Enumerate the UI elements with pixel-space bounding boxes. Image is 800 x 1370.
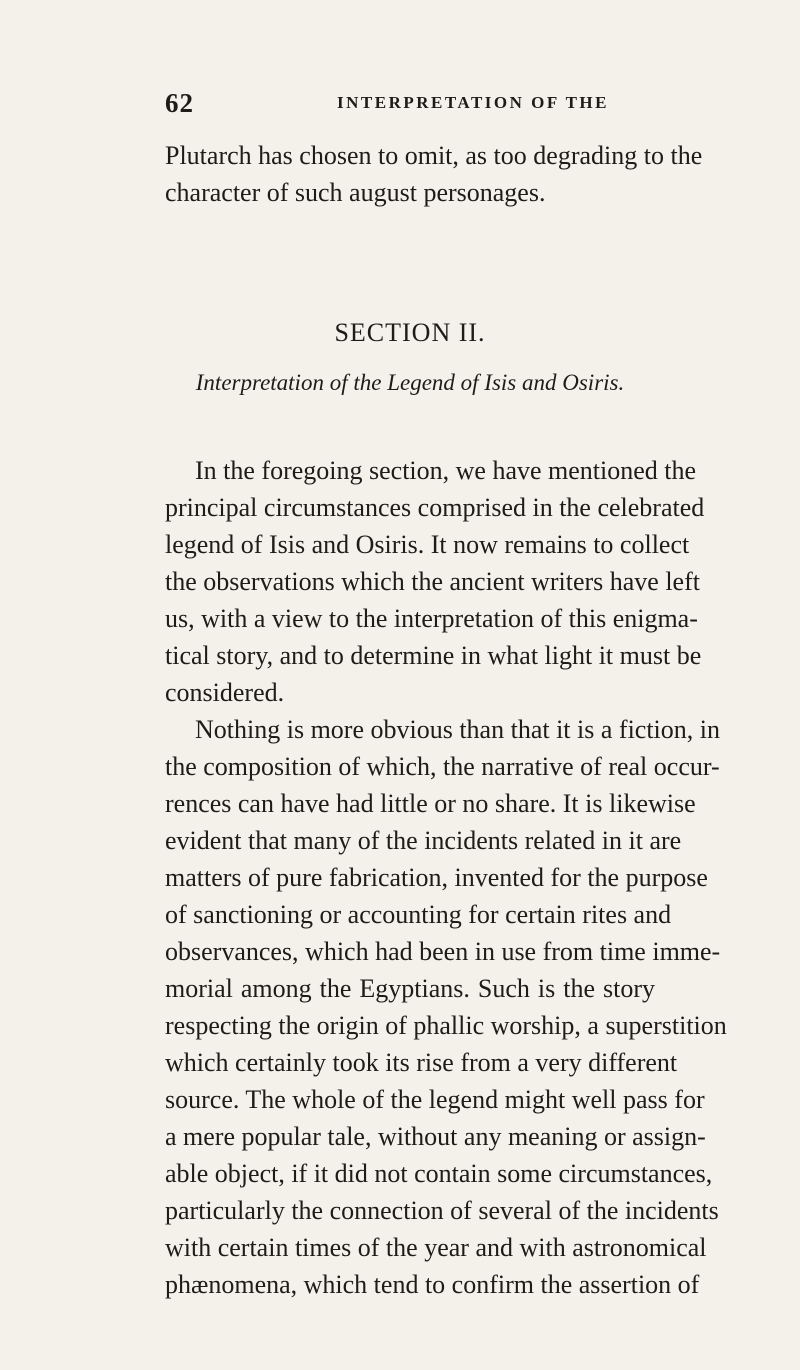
text-line: observances, which had been in use from time imme-: [165, 937, 721, 966]
body-text: [165, 452, 727, 1303]
text-line: particularly the connection of several of the incidents: [165, 1196, 719, 1225]
text-line: Plutarch has chosen to omit, as too degrading to the: [165, 141, 703, 170]
text-line: of sanctioning or accounting for certain rites and: [165, 900, 672, 929]
paragraph-2: [165, 711, 727, 1303]
paragraph-1: [165, 452, 705, 711]
text-line: morial among the Egyptians. Such is the story: [165, 974, 655, 1003]
section-subtitle: Interpretation of the Legend of Isis and Osiris.: [195, 370, 625, 395]
text-line: a mere popular tale, without any meaning or assign-: [165, 1122, 706, 1151]
section-heading: SECTION II.: [334, 318, 486, 347]
text-line: legend of Isis and Osiris. It now remains to collect: [165, 530, 690, 559]
running-head: [165, 88, 635, 118]
text-line: source. The whole of the legend might well pass for: [165, 1085, 705, 1114]
page-number: 62: [165, 88, 194, 118]
text-line: considered.: [165, 678, 285, 707]
text-line: Nothing is more obvious than that it is a fiction, in: [195, 715, 721, 744]
running-title: INTERPRETATION OF THE: [337, 93, 609, 112]
text-line: able object, if it did not contain some circumstances,: [165, 1159, 713, 1188]
text-line: respecting the origin of phallic worship, a superstition: [165, 1011, 727, 1040]
text-line: In the foregoing section, we have mentioned the: [195, 456, 697, 485]
text-line: tical story, and to determine in what light it must be: [165, 641, 702, 670]
text-line: the observations which the ancient writers have left: [165, 567, 700, 596]
text-line: matters of pure fabrication, invented for the purpose: [165, 863, 708, 892]
text-line: phænomena, which tend to confirm the assertion of: [165, 1270, 700, 1299]
text-line: evident that many of the incidents related in it are: [165, 826, 682, 855]
text-line: the composition of which, the narrative of real occur-: [165, 752, 720, 781]
text-line: rences can have had little or no share. It is likewise: [165, 789, 696, 818]
text-line: which certainly took its rise from a very different: [165, 1048, 678, 1077]
text-line: character of such august personages.: [165, 178, 546, 207]
text-line: with certain times of the year and with astronomical: [165, 1233, 707, 1262]
intro-paragraph: [165, 137, 703, 211]
text-line: principal circumstances comprised in the celebrated: [165, 493, 705, 522]
text-line: us, with a view to the interpretation of this enigma-: [165, 604, 698, 633]
